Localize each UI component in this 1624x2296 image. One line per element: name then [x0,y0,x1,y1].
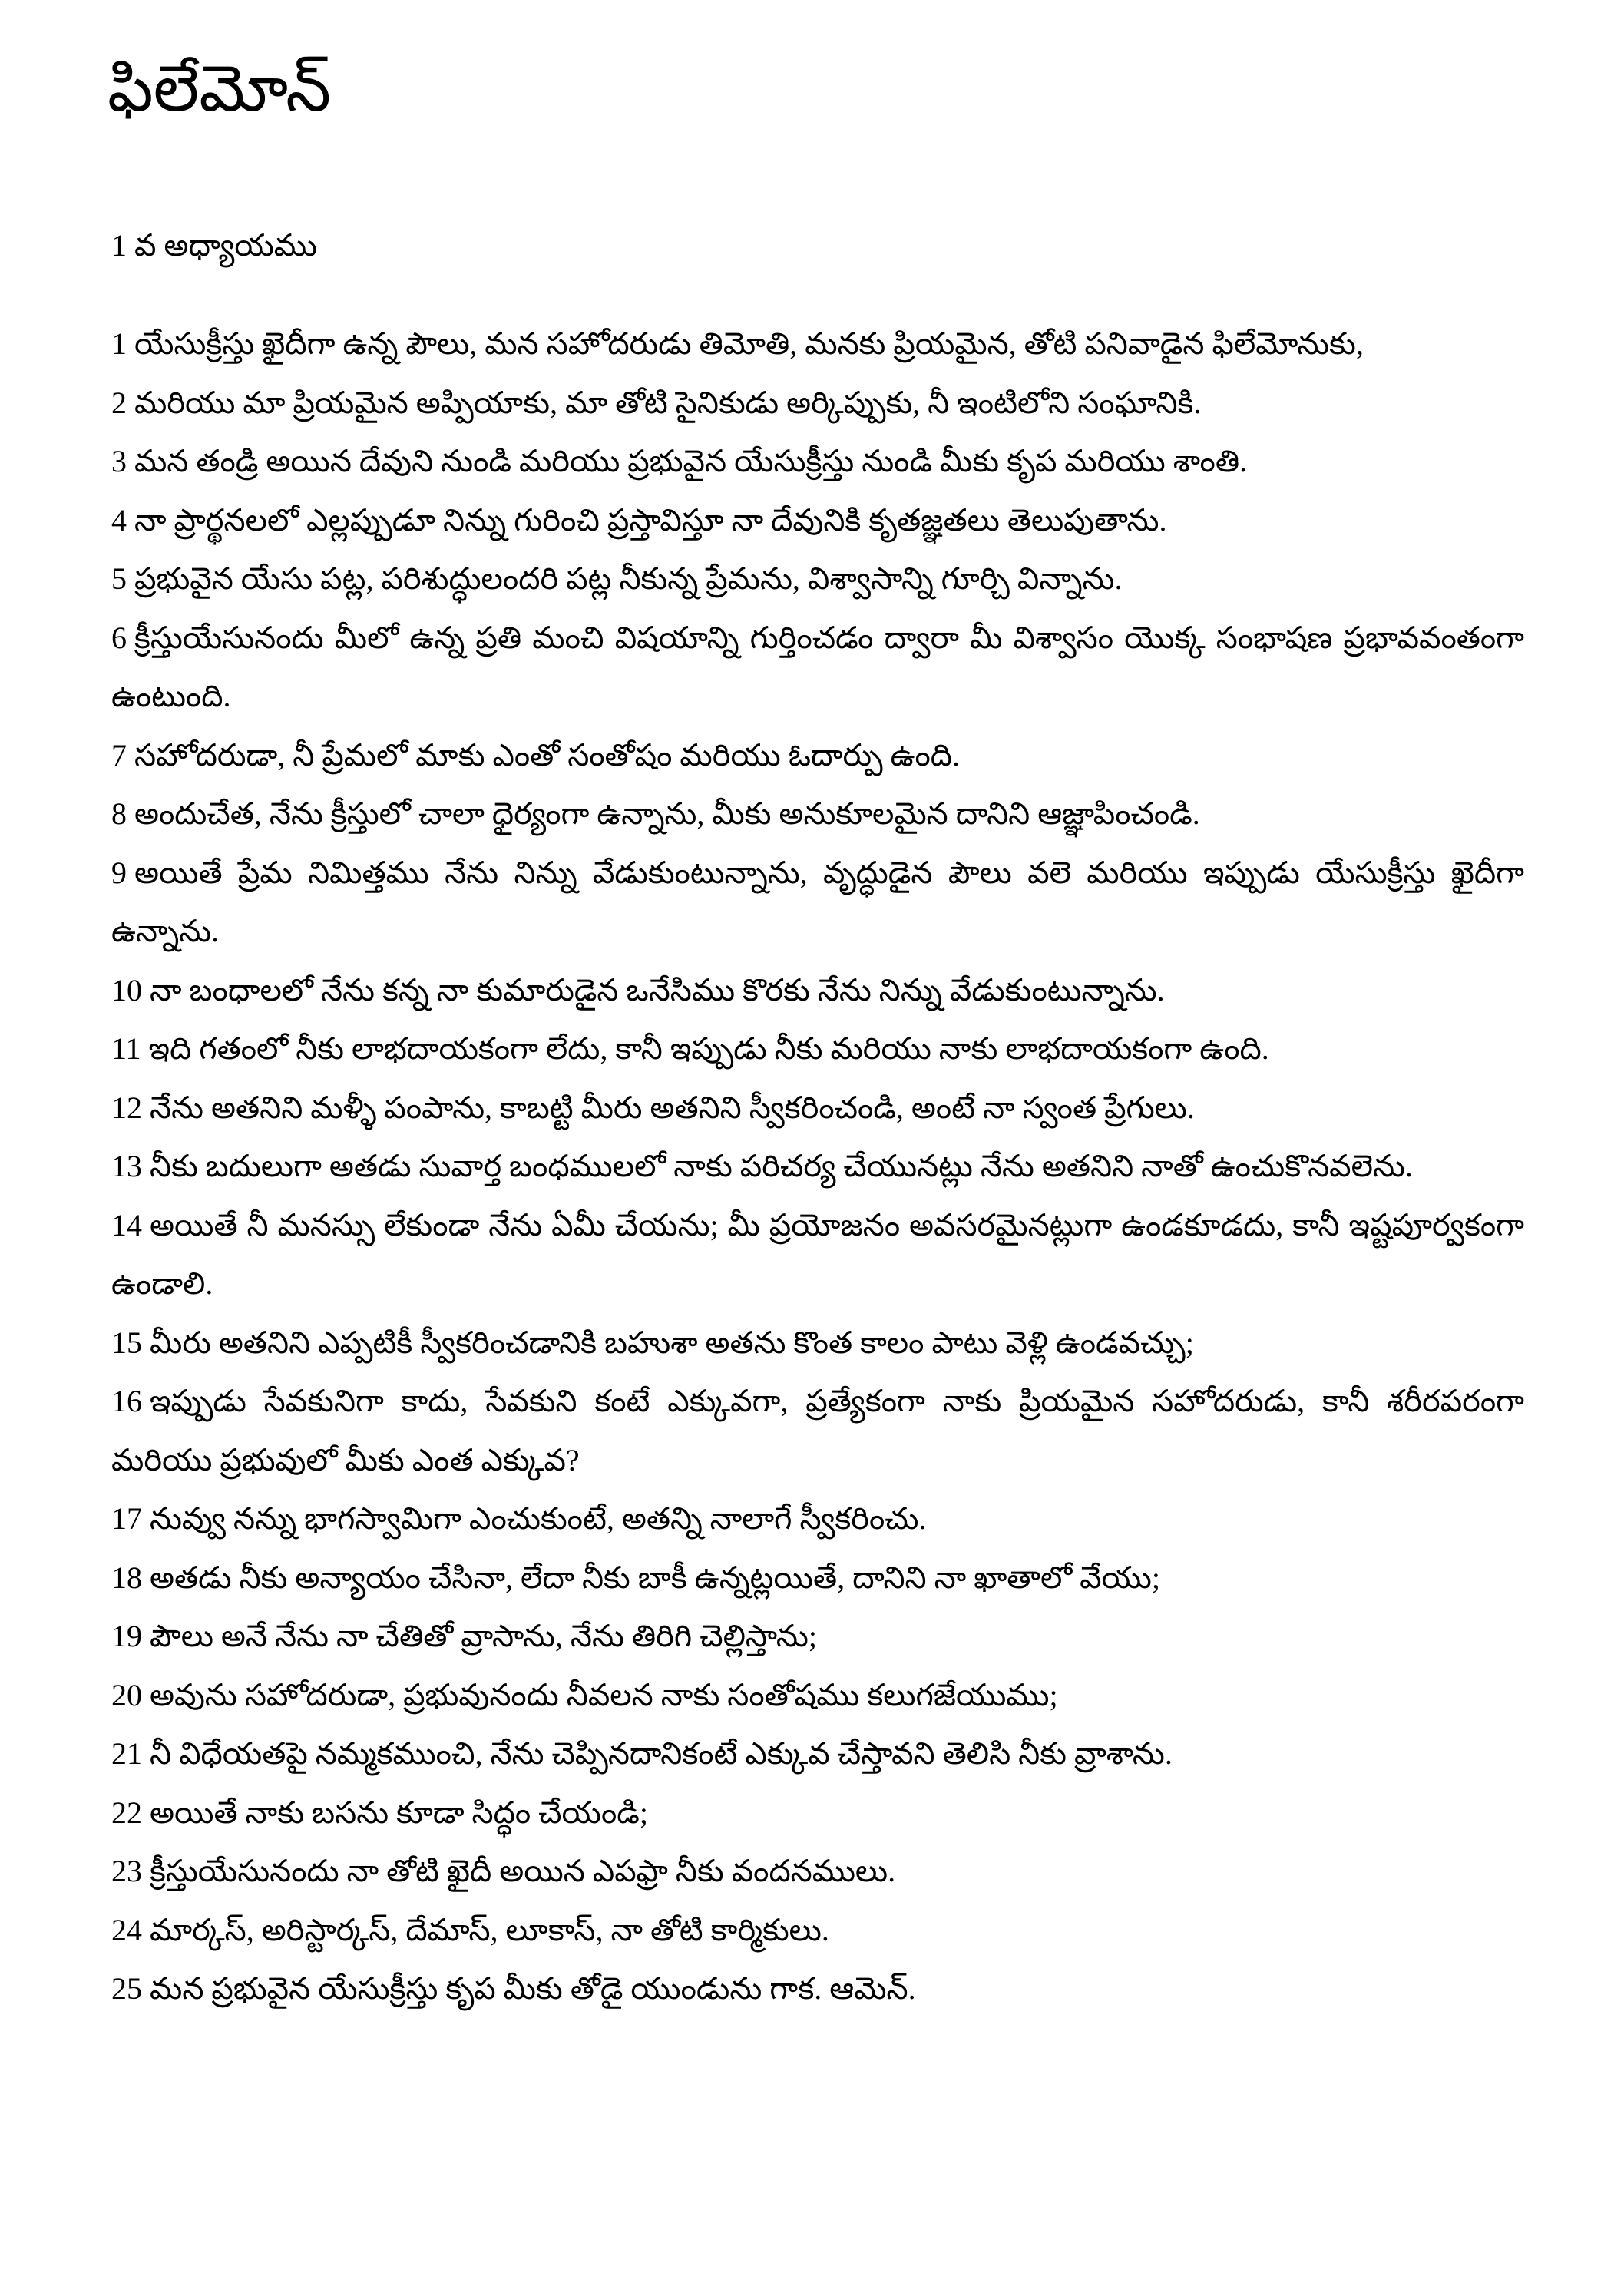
verse [111,491,1524,551]
verse-text: అయితే ప్రేమ నిమిత్తము నేను నిన్ను వేడుకుంటున్నాను, వృద్ధుడైన పౌలు వలె మరియు ఇప్పుడు యేసుక్రీస్తు ఖైదీగా ఉన్నాను. [111,855,1524,948]
verse-text: ఇది గతంలో నీకు లాభదాయకంగా లేదు, కానీ ఇప్పుడు నీకు మరియు నాకు లాభదాయకంగా ఉంది. [148,1031,1269,1066]
verse-text: నేను అతనిని మళ్ళీ పంపాను, కాబట్టి మీరు అతనిని స్వీకరించండి, అంటే నా స్వంత ప్రేగులు. [150,1090,1195,1125]
verse [111,1490,1524,1549]
verse [111,1842,1524,1901]
verse [111,1020,1524,1079]
verse-text: అతడు నీకు అన్యాయం చేసినా, లేదా నీకు బాకీ ఉన్నట్లయితే, దానిని నా ఖాతాలో వేయు; [150,1560,1160,1595]
verse [111,550,1524,609]
verse-number: 8 [111,796,127,831]
verse [111,1607,1524,1666]
verse [111,1784,1524,1843]
verse [111,785,1524,844]
verse-text: నీ విధేయతపై నమ్మకముంచి, నేను చెప్పినదానికంటే ఎక్కువ చేస్తావని తెలిసి నీకు వ్రాశాను. [150,1736,1173,1771]
page-title: ఫిలేమోన్ [107,54,332,125]
verse [111,609,1524,726]
verse-number: 11 [111,1031,141,1066]
verse-text: మన తండ్రి అయిన దేవుని నుండి మరియు ప్రభువైన యేసుక్రీస్తు నుండి మీకు కృప మరియు శాంతి. [134,444,1248,478]
verse-number: 21 [111,1736,142,1771]
verse [111,1196,1524,1314]
verse [111,961,1524,1021]
verse-number: 1 [111,326,127,361]
verse-number: 15 [111,1325,142,1360]
verse-text: పౌలు అనే నేను నా చేతితో వ్రాసాను, నేను తిరిగి చెల్లిస్తాను; [150,1619,817,1653]
verse-text: మార్కస్, అరిస్టార్కస్, దేమాస్, లూకాస్, నా తోటి కార్మికులు. [150,1912,829,1947]
verse-number: 4 [111,502,127,538]
verse-text: క్రీస్తుయేసునందు నా తోటి ఖైదీ అయిన ఎపఫ్రా నీకు వందనములు. [150,1854,896,1888]
verse-number: 17 [111,1501,142,1536]
verse [111,1666,1524,1725]
verse [111,315,1524,374]
verse [111,374,1524,433]
verse-list [111,315,1524,2019]
verse-number: 22 [111,1795,142,1830]
verse [111,1079,1524,1138]
verse-number: 7 [111,737,127,773]
verse-text: నువ్వు నన్ను భాగస్వామిగా ఎంచుకుంటే, అతన్ని నాలాగే స్వీకరించు. [150,1501,927,1536]
verse-number: 3 [111,444,127,478]
chapter-heading: 1 వ అధ్యాయము [111,228,317,263]
verse-text: మీరు అతనిని ఎప్పటికీ స్వీకరించడానికి బహుశా అతను కొంత కాలం పాటు వెళ్లి ఉండవచ్చు; [150,1325,1194,1360]
verse-text: అవును సహోదరుడా, ప్రభువునందు నీవలన నాకు సంతోషము కలుగజేయుము; [150,1677,1058,1712]
verse [111,1137,1524,1196]
verse-text: మన ప్రభువైన యేసుక్రీస్తు కృప మీకు తోడై యుండును గాక. ఆమెన్. [150,1971,916,2006]
verse-text: క్రీస్తుయేసునందు మీలో ఉన్న ప్రతి మంచి విషయాన్ని గుర్తించడం ద్వారా మీ విశ్వాసం యొక్క సంభాషణ ప్రభావవంతంగా ఉంటుంది. [111,620,1524,713]
verse-number: 16 [111,1384,142,1418]
verse-text: ప్రభువైన యేసు పట్ల, పరిశుద్ధులందరి పట్ల నీకున్న ప్రేమను, విశ్వాసాన్ని గూర్చి విన్నాను. [134,561,1123,596]
verse [111,726,1524,786]
verse-number: 23 [111,1854,142,1888]
verse [111,432,1524,491]
verse-number: 6 [111,620,127,655]
verse-number: 14 [111,1207,142,1242]
verse-number: 18 [111,1560,142,1595]
verse [111,1725,1524,1784]
verse-number: 13 [111,1149,142,1183]
verse [111,1960,1524,2019]
verse-text: యేసుక్రీస్తు ఖైదీగా ఉన్న పౌలు, మన సహోదరుడు తిమోతి, మనకు ప్రియమైన, తోటి పనివాడైన ఫిలేమోనుకు, [134,326,1364,361]
verse-number: 20 [111,1677,142,1712]
verse-number: 2 [111,385,127,420]
verse-text: నీకు బదులుగా అతడు సువార్త బంధములలో నాకు పరిచర్య చేయునట్లు నేను అతనిని నాతో ఉంచుకొనవలెను. [150,1149,1413,1183]
verse [111,1372,1524,1490]
verse-text: అయితే నాకు బసను కూడా సిద్ధం చేయండి; [150,1795,648,1830]
verse-text: మరియు మా ప్రియమైన అప్పియాకు, మా తోటి సైనికుడు అర్కిప్పుకు, నీ ఇంటిలోని సంఘానికి. [134,385,1202,420]
verse-number: 5 [111,561,127,596]
verse-number: 9 [111,855,127,890]
verse-number: 12 [111,1090,142,1125]
verse-text: అయితే నీ మనస్సు లేకుండా నేను ఏమీ చేయను; మీ ప్రయోజనం అవసరమైనట్లుగా ఉండకూడదు, కానీ ఇష్టపూర్వకంగా ఉండాలి. [111,1207,1524,1301]
verse [111,1901,1524,1960]
verse-text: నా ప్రార్థనలలో ఎల్లప్పుడూ నిన్ను గురించి ప్రస్తావిస్తూ నా దేవునికి కృతజ్ఞతలు తెలుపుతాను. [134,502,1167,538]
verse-number: 25 [111,1971,142,2006]
verse [111,844,1524,961]
verse [111,1314,1524,1373]
verse-text: ఇప్పుడు సేవకునిగా కాదు, సేవకుని కంటే ఎక్కువగా, ప్రత్యేకంగా నాకు ప్రియమైన సహోదరుడు, కానీ శరీరపరంగా మరియు ప్రభువులో మీకు ఎంత ఎక్కువ? [111,1384,1524,1477]
verse [111,1549,1524,1608]
verse-text: నా బంధాలలో నేను కన్న నా కుమారుడైన ఒనేసిము కొరకు నేను నిన్ను వేడుకుంటున్నాను. [150,972,1165,1007]
verse-text: అందుచేత, నేను క్రీస్తులో చాలా ధైర్యంగా ఉన్నాను, మీకు అనుకూలమైన దానిని ఆజ్ఞాపించండి. [134,796,1200,831]
verse-number: 19 [111,1619,142,1653]
verse-number: 10 [111,972,142,1007]
verse-text: సహోదరుడా, నీ ప్రేమలో మాకు ఎంతో సంతోషం మరియు ఓదార్పు ఉంది. [134,737,961,773]
verse-number: 24 [111,1912,142,1947]
